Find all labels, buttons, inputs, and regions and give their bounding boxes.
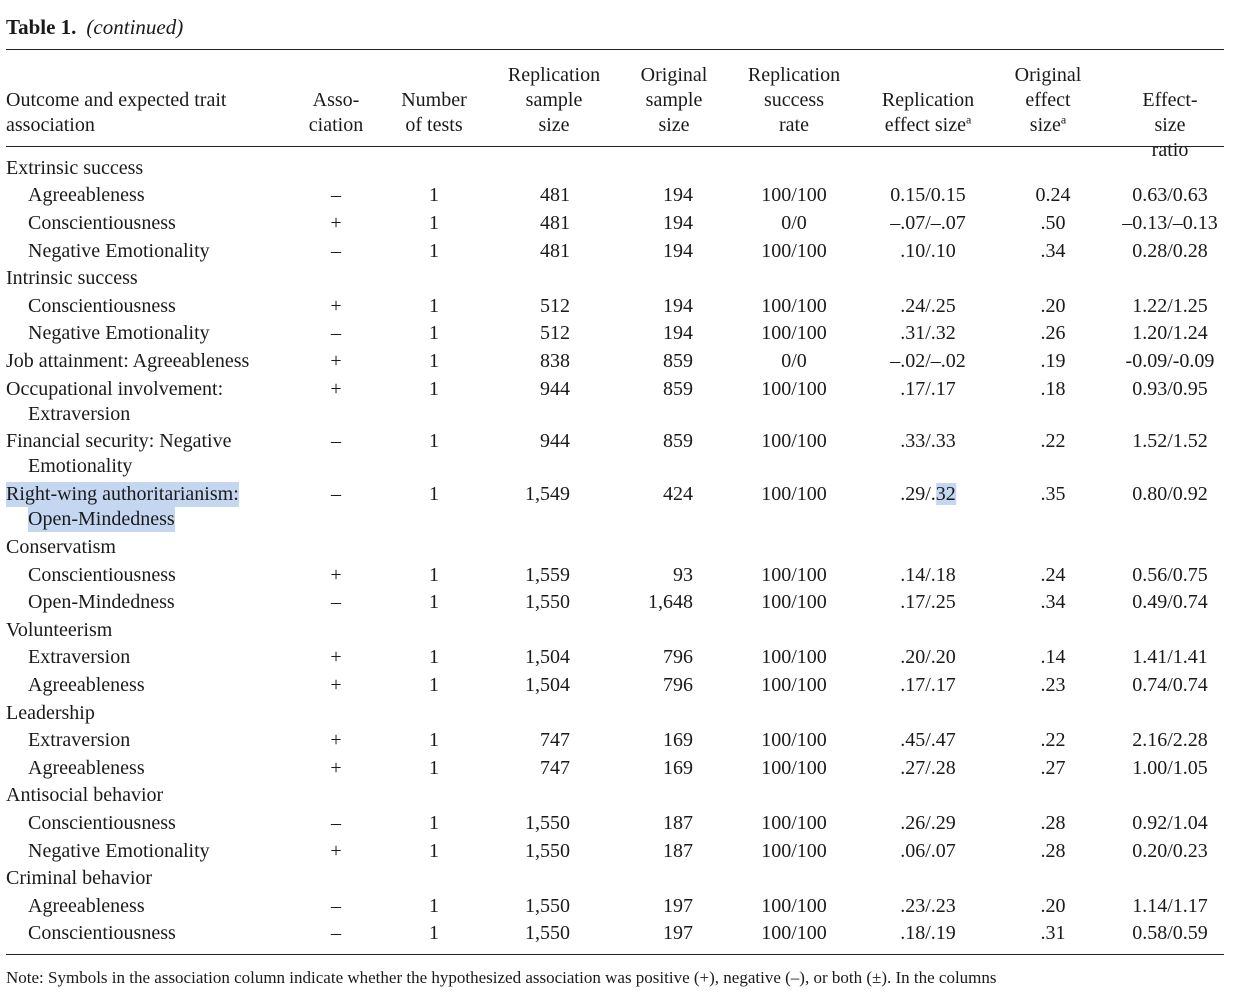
header-replication-effect-size: Replication effect size$^a$ (881, 89, 975, 136)
cell-tests: 1 (429, 812, 439, 834)
cell-tests: 1 (429, 350, 439, 372)
cell-orig-es: .26 (1040, 322, 1066, 344)
group-heading: Criminal behavior (6, 867, 153, 889)
cell-rep-es: .17/.17 (900, 378, 956, 400)
cell-rep-n: 1,550 (525, 591, 570, 613)
cell-tests: 1 (429, 564, 439, 586)
cell-rep-n: 1,550 (525, 895, 570, 917)
cell-rep-n: 944 (540, 430, 570, 452)
cell-assoc: – (331, 430, 341, 452)
header-rule (6, 146, 1224, 147)
cell-rep-es: –.02/–.02 (890, 350, 966, 372)
cell-rep-es: .06/.07 (900, 840, 956, 862)
cell-rep-n: 747 (540, 757, 570, 779)
cell-orig-n: 93 (673, 564, 693, 586)
cell-rep-es: .26/.29 (900, 812, 956, 834)
cell-success: 100/100 (761, 674, 827, 696)
cell-orig-es: .14 (1040, 646, 1066, 668)
cell-success: 100/100 (761, 483, 827, 505)
cell-ratio: 1.14/1.17 (1132, 895, 1208, 917)
cell-orig-n: 194 (663, 184, 693, 206)
cell-orig-es: .20 (1040, 895, 1066, 917)
cell-orig-n: 194 (663, 212, 693, 234)
row-label: Negative Emotionality (28, 240, 210, 262)
row-label: Conscientiousness (28, 564, 176, 586)
cell-rep-n: 1,550 (525, 812, 570, 834)
cell-tests: 1 (429, 483, 439, 505)
cell-success: 100/100 (761, 240, 827, 262)
cell-ratio: 0.20/0.23 (1132, 840, 1208, 862)
cell-success: 100/100 (761, 378, 827, 400)
cell-orig-n: 859 (663, 378, 693, 400)
cell-rep-n: 944 (540, 378, 570, 400)
cell-assoc: + (330, 840, 342, 862)
cell-orig-es: .28 (1040, 840, 1066, 862)
cell-success: 100/100 (761, 895, 827, 917)
cell-orig-es: .31 (1040, 922, 1066, 944)
header-outcome: Outcome and expected trait association (6, 89, 227, 136)
row-label: Agreeableness (28, 674, 145, 696)
cell-orig-es: .22 (1040, 729, 1066, 751)
table-label: Table 1. (6, 15, 77, 39)
cell-tests: 1 (429, 322, 439, 344)
cell-orig-n: 859 (663, 430, 693, 452)
cell-rep-es: .14/.18 (900, 564, 956, 586)
rep-es-highlighted-part: 32 (935, 483, 956, 505)
cell-rep-n: 481 (540, 184, 570, 206)
row-label: Extraversion (28, 646, 131, 668)
cell-rep-es: .10/.10 (900, 240, 956, 262)
cell-orig-n: 169 (663, 729, 693, 751)
cell-ratio: 0.56/0.75 (1132, 564, 1208, 586)
cell-ratio: 1.20/1.24 (1132, 322, 1208, 344)
cell-orig-es: .23 (1040, 674, 1066, 696)
cell-assoc: + (330, 350, 342, 372)
cell-assoc: + (330, 295, 342, 317)
cell-success: 100/100 (761, 840, 827, 862)
cell-assoc: + (330, 729, 342, 751)
cell-ratio: 0.93/0.95 (1132, 378, 1208, 400)
cell-rep-n: 1,549 (525, 483, 570, 505)
cell-tests: 1 (429, 922, 439, 944)
cell-rep-es: –.07/–.07 (890, 212, 966, 234)
cell-rep-n: 481 (540, 212, 570, 234)
cell-ratio: 0.49/0.74 (1132, 591, 1208, 613)
cell-assoc: + (330, 646, 342, 668)
cell-assoc: + (330, 378, 342, 400)
cell-success: 0/0 (781, 212, 807, 234)
row-label: Conscientiousness (28, 295, 176, 317)
cell-orig-n: 859 (663, 350, 693, 372)
row-label-continued: Extraversion (28, 403, 131, 425)
row-label: Agreeableness (28, 757, 145, 779)
cell-ratio: 0.58/0.59 (1132, 922, 1208, 944)
cell-rep-n: 481 (540, 240, 570, 262)
table-subtitle: (continued) (86, 15, 184, 39)
cell-tests: 1 (429, 646, 439, 668)
group-heading: Extrinsic success (6, 157, 144, 179)
cell-assoc: – (331, 591, 341, 613)
row-label: Occupational involvement: (6, 378, 224, 400)
cell-tests: 1 (429, 729, 439, 751)
row-label: Financial security: Negative (6, 430, 232, 452)
cell-success: 100/100 (761, 591, 827, 613)
row-label: Negative Emotionality (28, 322, 210, 344)
row-label: Conscientiousness (28, 212, 176, 234)
cell-tests: 1 (429, 674, 439, 696)
table-note: Note: Symbols in the association column indicate whether the hypothesized association was positive (+), negative (–), or both (±). In the columns (6, 968, 997, 987)
cell-orig-n: 187 (663, 812, 693, 834)
cell-rep-es: .20/.20 (900, 646, 956, 668)
cell-ratio: 0.80/0.92 (1132, 483, 1208, 505)
cell-orig-n: 194 (663, 322, 693, 344)
cell-tests: 1 (429, 240, 439, 262)
cell-ratio: –0.13/–0.13 (1122, 212, 1218, 234)
cell-rep-es (900, 482, 956, 507)
cell-tests: 1 (429, 295, 439, 317)
group-heading: Volunteerism (6, 619, 113, 641)
cell-rep-n: 512 (540, 295, 570, 317)
cell-orig-n: 194 (663, 240, 693, 262)
header-association: Asso- ciation (308, 89, 364, 136)
group-heading: Conservatism (6, 536, 116, 558)
cell-tests: 1 (429, 840, 439, 862)
cell-success: 100/100 (761, 922, 827, 944)
cell-orig-es: .24 (1040, 564, 1066, 586)
cell-orig-n: 796 (663, 646, 693, 668)
cell-orig-es: .19 (1040, 350, 1066, 372)
cell-ratio: 1.41/1.41 (1132, 646, 1208, 668)
cell-ratio: 0.74/0.74 (1132, 674, 1208, 696)
header-number-of-tests: Number of tests (401, 89, 467, 136)
table-caption (6, 14, 183, 40)
cell-rep-es: 0.15/0.15 (890, 184, 966, 206)
cell-success: 100/100 (761, 564, 827, 586)
cell-success: 100/100 (761, 322, 827, 344)
cell-tests: 1 (429, 378, 439, 400)
cell-ratio: 1.52/1.52 (1132, 430, 1208, 452)
row-label: Extraversion (28, 729, 131, 751)
rep-es-part: .29/. (900, 483, 936, 505)
cell-rep-n: 1,504 (525, 646, 570, 668)
cell-rep-n: 512 (540, 322, 570, 344)
cell-ratio: -0.09/-0.09 (1125, 350, 1215, 372)
cell-ratio: 1.22/1.25 (1132, 295, 1208, 317)
cell-orig-es: .34 (1040, 591, 1066, 613)
cell-rep-n: 1,504 (525, 674, 570, 696)
cell-assoc: – (331, 322, 341, 344)
cell-rep-es: .24/.25 (900, 295, 956, 317)
cell-orig-es: .35 (1040, 483, 1066, 505)
cell-tests: 1 (429, 757, 439, 779)
cell-orig-n: 424 (663, 483, 693, 505)
bottom-rule (6, 954, 1224, 955)
row-label: Agreeableness (28, 184, 145, 206)
cell-rep-es: .17/.17 (900, 674, 956, 696)
cell-assoc: – (331, 895, 341, 917)
row-label: Conscientiousness (28, 812, 176, 834)
cell-ratio: 1.00/1.05 (1132, 757, 1208, 779)
cell-orig-n: 197 (663, 922, 693, 944)
cell-rep-es: .17/.25 (900, 591, 956, 613)
row-label: Conscientiousness (28, 922, 176, 944)
cell-ratio: 0.63/0.63 (1132, 184, 1208, 206)
cell-ratio: 0.92/1.04 (1132, 812, 1208, 834)
cell-tests: 1 (429, 895, 439, 917)
cell-rep-es: .45/.47 (900, 729, 956, 751)
cell-tests: 1 (429, 430, 439, 452)
group-heading: Antisocial behavior (6, 784, 164, 806)
cell-rep-n: 1,550 (525, 840, 570, 862)
cell-tests: 1 (429, 184, 439, 206)
cell-assoc: + (330, 564, 342, 586)
cell-rep-es: .31/.32 (900, 322, 956, 344)
cell-orig-es: .50 (1040, 212, 1066, 234)
cell-tests: 1 (429, 591, 439, 613)
row-label: Right-wing authoritarianism: (6, 483, 239, 505)
cell-orig-n: 197 (663, 895, 693, 917)
cell-orig-n: 194 (663, 295, 693, 317)
cell-rep-es: .27/.28 (900, 757, 956, 779)
cell-tests: 1 (429, 212, 439, 234)
cell-assoc: – (331, 483, 341, 505)
cell-success: 100/100 (761, 430, 827, 452)
row-label-continued: Open-Mindedness (28, 508, 175, 530)
row-label: Job attainment: Agreeableness (6, 350, 250, 372)
header-replication-success-rate: Replication success rate (747, 64, 841, 136)
header-original-sample-size: Original sample size (640, 64, 708, 136)
cell-rep-es: .18/.19 (900, 922, 956, 944)
cell-orig-es: .20 (1040, 295, 1066, 317)
cell-assoc: – (331, 922, 341, 944)
row-label: Open-Mindedness (28, 591, 175, 613)
cell-assoc: – (331, 240, 341, 262)
cell-orig-n: 796 (663, 674, 693, 696)
cell-rep-es: .33/.33 (900, 430, 956, 452)
header-effect-size-ratio: Effect-size ratio (1142, 89, 1198, 161)
cell-orig-es: 0.24 (1035, 184, 1071, 206)
row-label: Negative Emotionality (28, 840, 210, 862)
cell-success: 100/100 (761, 184, 827, 206)
cell-assoc: – (331, 184, 341, 206)
group-heading: Intrinsic success (6, 267, 138, 289)
cell-success: 0/0 (781, 350, 807, 372)
cell-orig-es: .28 (1040, 812, 1066, 834)
cell-orig-n: 1,648 (648, 591, 693, 613)
cell-orig-es: .34 (1040, 240, 1066, 262)
group-heading: Leadership (6, 702, 95, 724)
cell-rep-es: .23/.23 (900, 895, 956, 917)
cell-rep-n: 1,559 (525, 564, 570, 586)
row-label: Agreeableness (28, 895, 145, 917)
cell-orig-es: .22 (1040, 430, 1066, 452)
cell-orig-n: 169 (663, 757, 693, 779)
cell-rep-n: 747 (540, 729, 570, 751)
cell-success: 100/100 (761, 729, 827, 751)
cell-orig-n: 187 (663, 840, 693, 862)
cell-assoc: + (330, 757, 342, 779)
cell-success: 100/100 (761, 646, 827, 668)
row-label-continued: Emotionality (28, 455, 133, 477)
cell-success: 100/100 (761, 757, 827, 779)
cell-assoc: + (330, 674, 342, 696)
header-replication-sample-size: Replication sample size (507, 64, 601, 136)
cell-ratio: 2.16/2.28 (1132, 729, 1208, 751)
cell-rep-n: 838 (540, 350, 570, 372)
cell-orig-es: .18 (1040, 378, 1066, 400)
header-original-effect-size: Original effect size$^a$ (1014, 64, 1082, 136)
top-rule (6, 49, 1224, 50)
cell-orig-es: .27 (1040, 757, 1066, 779)
cell-success: 100/100 (761, 295, 827, 317)
cell-ratio: 0.28/0.28 (1132, 240, 1208, 262)
cell-success: 100/100 (761, 812, 827, 834)
cell-assoc: + (330, 212, 342, 234)
cell-rep-n: 1,550 (525, 922, 570, 944)
cell-assoc: – (331, 812, 341, 834)
